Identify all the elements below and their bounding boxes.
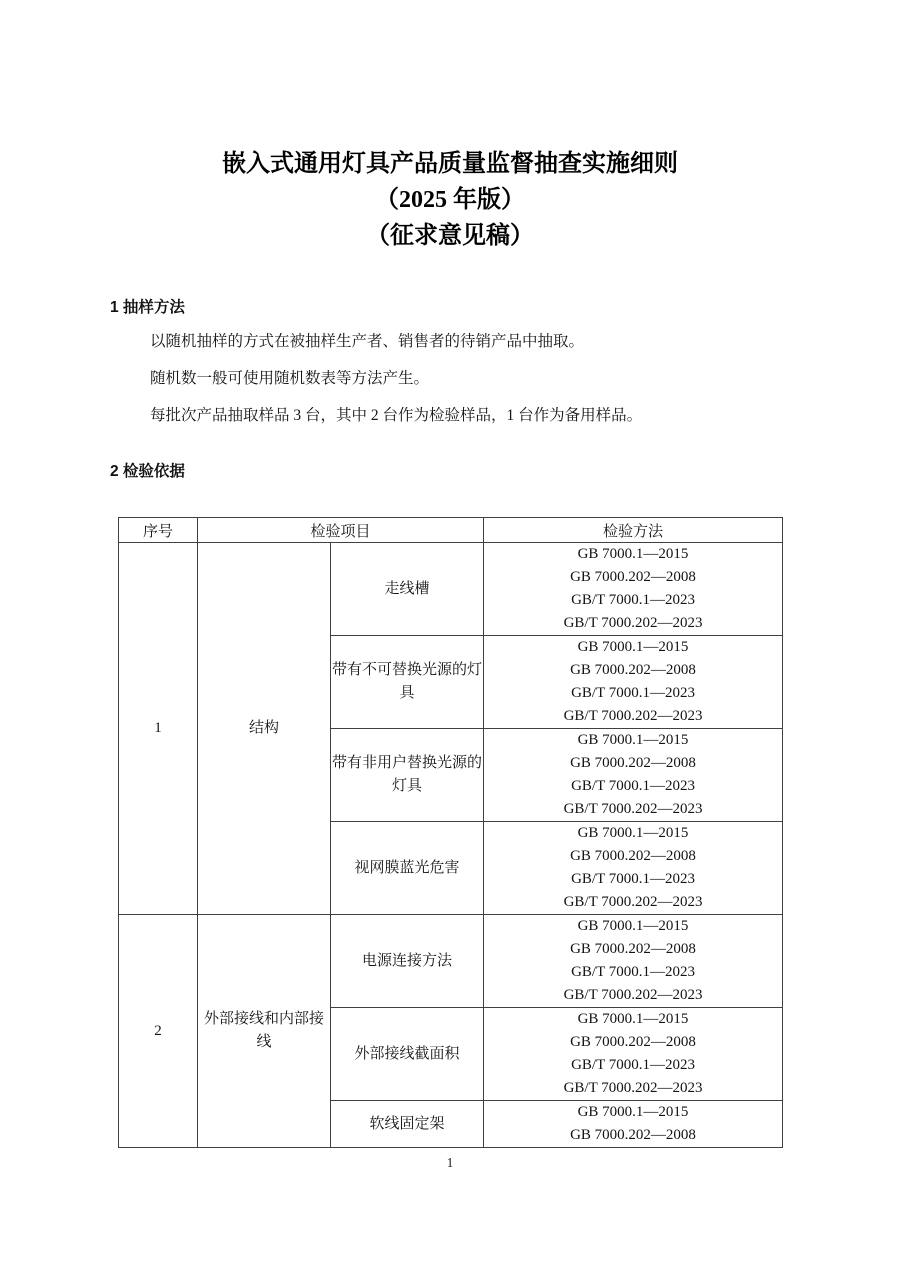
method-line: GB/T 7000.202—2023 xyxy=(563,801,703,817)
item-cell: 带有不可替换光源的灯具 xyxy=(331,636,484,729)
item-cell: 电源连接方法 xyxy=(331,915,484,1008)
method-line: GB 7000.202—2008 xyxy=(570,569,696,585)
method-line: GB 7000.1—2015 xyxy=(577,639,689,655)
method-line: GB 7000.1—2015 xyxy=(577,546,689,562)
method-line: GB/T 7000.1—2023 xyxy=(571,685,695,701)
category-cell: 结构 xyxy=(198,543,331,915)
method-line: GB 7000.202—2008 xyxy=(570,1034,696,1050)
method-line: GB 7000.202—2008 xyxy=(570,1127,696,1143)
methods-cell xyxy=(484,636,783,729)
method-line: GB/T 7000.1—2023 xyxy=(571,1057,695,1073)
section2-heading: 2 检验依据 xyxy=(110,463,185,480)
method-line: GB/T 7000.202—2023 xyxy=(563,894,703,910)
method-line: GB/T 7000.202—2023 xyxy=(563,987,703,1003)
method-line: GB 7000.1—2015 xyxy=(577,1011,689,1027)
method-line: GB 7000.202—2008 xyxy=(570,755,696,771)
methods-cell xyxy=(484,1101,783,1148)
table-row xyxy=(119,915,783,1008)
method-line: GB 7000.1—2015 xyxy=(577,1104,689,1120)
header-inspection-item: 检验项目 xyxy=(198,518,484,543)
table-row xyxy=(119,543,783,636)
method-line: GB 7000.1—2015 xyxy=(577,825,689,841)
method-line: GB 7000.1—2015 xyxy=(577,732,689,748)
serial-cell: 1 xyxy=(119,543,198,915)
header-serial-number: 序号 xyxy=(119,518,198,543)
item-cell: 带有非用户替换光源的灯具 xyxy=(331,729,484,822)
page-number: 1 xyxy=(446,1155,454,1170)
method-line: GB 7000.202—2008 xyxy=(570,848,696,864)
methods-cell xyxy=(484,822,783,915)
serial-cell: 2 xyxy=(119,915,198,1148)
section1-paragraph: 每批次产品抽取样品 3 台，其中 2 台作为检验样品，1 台作为备用样品。 xyxy=(150,407,643,424)
table-header-row xyxy=(119,518,783,543)
inspection-basis-table xyxy=(118,517,783,1148)
method-line: GB/T 7000.202—2023 xyxy=(563,615,703,631)
method-line: GB/T 7000.202—2023 xyxy=(563,1080,703,1096)
item-cell: 外部接线截面积 xyxy=(331,1008,484,1101)
methods-cell xyxy=(484,1008,783,1101)
document-title xyxy=(0,146,900,254)
method-line: GB/T 7000.1—2023 xyxy=(571,871,695,887)
title-line-main: 嵌入式通用灯具产品质量监督抽查实施细则 xyxy=(222,151,678,177)
methods-cell xyxy=(484,729,783,822)
method-line: GB/T 7000.1—2023 xyxy=(571,592,695,608)
method-line: GB/T 7000.1—2023 xyxy=(571,778,695,794)
section1-paragraph: 随机数一般可使用随机数表等方法产生。 xyxy=(150,370,430,387)
methods-cell xyxy=(484,543,783,636)
category-cell: 外部接线和内部接线 xyxy=(198,915,331,1148)
method-line: GB/T 7000.202—2023 xyxy=(563,708,703,724)
item-cell: 视网膜蓝光危害 xyxy=(331,822,484,915)
title-line-draft: （征求意见稿） xyxy=(366,223,534,249)
methods-cell xyxy=(484,915,783,1008)
method-line: GB 7000.202—2008 xyxy=(570,662,696,678)
item-cell: 走线槽 xyxy=(331,543,484,636)
item-cell: 软线固定架 xyxy=(331,1101,484,1148)
method-line: GB 7000.1—2015 xyxy=(577,918,689,934)
method-line: GB/T 7000.1—2023 xyxy=(571,964,695,980)
title-line-year: （2025 年版） xyxy=(375,187,525,213)
section1-heading: 1 抽样方法 xyxy=(110,299,185,316)
section1-paragraph: 以随机抽样的方式在被抽样生产者、销售者的待销产品中抽取。 xyxy=(150,333,585,350)
method-line: GB 7000.202—2008 xyxy=(570,941,696,957)
header-inspection-method: 检验方法 xyxy=(484,518,783,543)
